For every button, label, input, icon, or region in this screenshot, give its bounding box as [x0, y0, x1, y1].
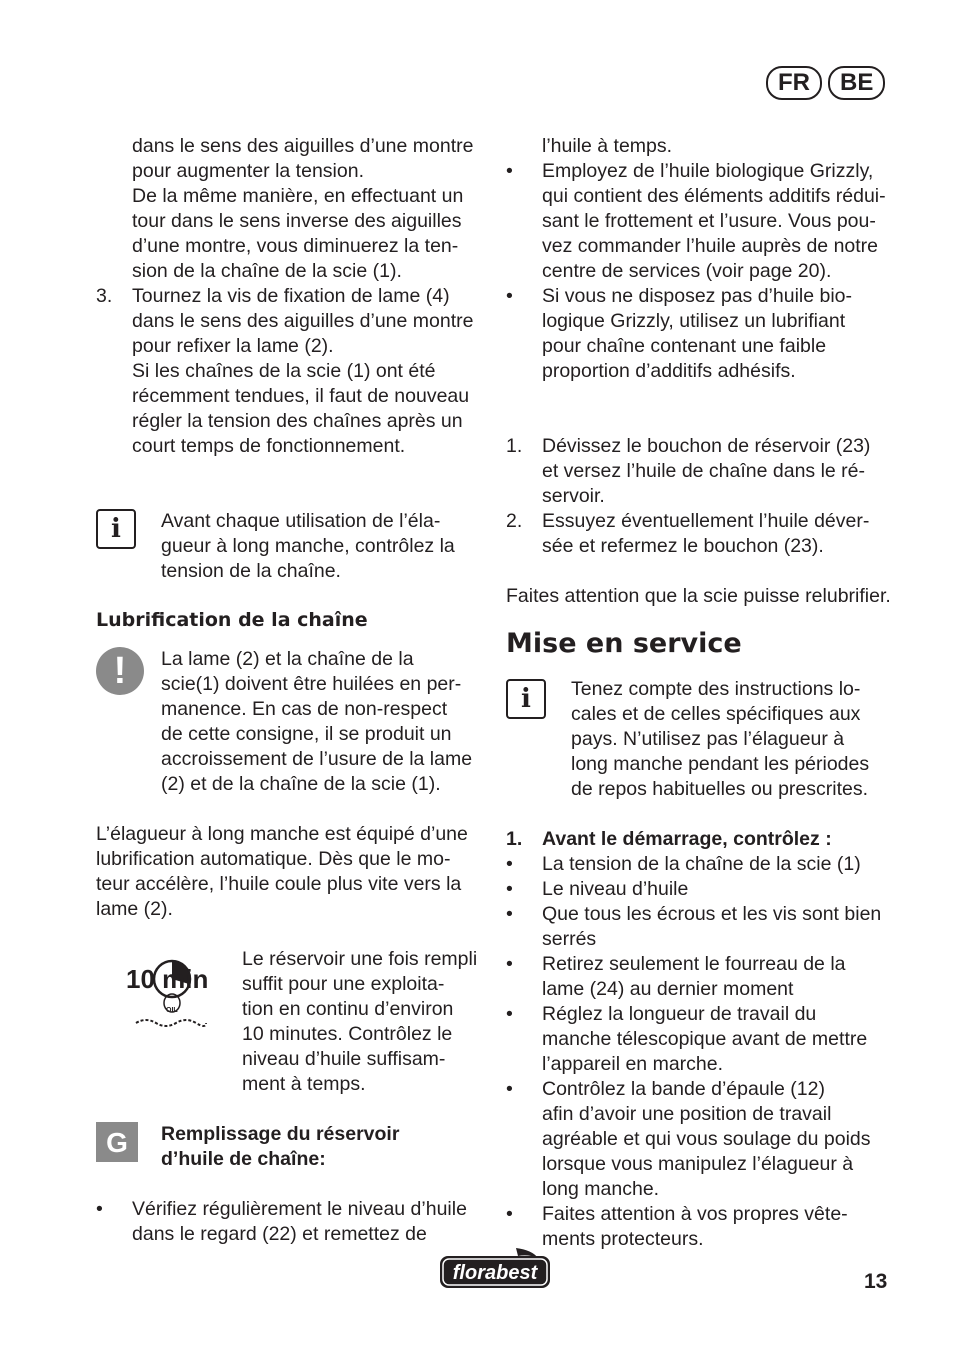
text-line: serrés — [542, 928, 597, 950]
text-line: scie(1) doivent être huilées en per- — [161, 673, 462, 695]
page-number: 13 — [864, 1270, 888, 1293]
text-line: de repos habituelles ou prescrites. — [571, 778, 869, 800]
bullet-item: • Vérifiez régulièrement le niveau d’huile dans le regard (22) et remettez de — [96, 1197, 486, 1247]
text-line: centre de services (voir page 20). — [542, 260, 832, 282]
step-number: 1. — [506, 435, 523, 457]
paragraph-auto-lubrication — [96, 822, 486, 922]
text-line: Vérifiez régulièrement le niveau d’huile — [132, 1198, 467, 1220]
bullet-item: • Employez de l’huile biologique Grizzly, qui contient des éléments additifs rédui- sant le frottement et l’usure. Vous pou- vez commander l’huile auprès de notre centre de services (voir page 20). — [506, 159, 896, 284]
text-line: et versez l’huile de chaîne dans le ré- — [542, 460, 866, 482]
text-line: tour dans le sens inverse des aiguilles — [132, 210, 462, 232]
figure-g-heading — [96, 1122, 486, 1172]
text-line: (2) et de la chaîne de la scie (1). — [161, 773, 441, 795]
text-line: Avant chaque utilisation de l’éla- — [161, 510, 441, 532]
text-line: manence. En cas de non-respect — [161, 698, 448, 720]
text-line: l’appareil en marche. — [542, 1053, 724, 1075]
text-line: Retirez seulement le fourreau de la — [542, 953, 846, 975]
check-item: • Contrôlez la bande d’épaule (12) afin d’avoir une position de travail agréable et qui vous soulage du poids lorsque vous manipulez l’élagueur à long manche. — [506, 1077, 896, 1202]
text-line: sion de la chaîne de la scie (1). — [132, 260, 402, 282]
text-line: accroissement de l’usure de la lame — [161, 748, 473, 770]
step-number: 1. — [506, 828, 523, 850]
text-line: pour augmenter la tension. — [132, 160, 364, 182]
text-line: agréable et qui vous soulage du poids — [542, 1128, 871, 1150]
text-line: cales et de celles spécifiques aux — [571, 703, 861, 725]
text-line: niveau d’huile suffisam- — [242, 1048, 446, 1070]
text-line: l’huile à temps. — [542, 135, 673, 157]
text-line: court temps de fonctionnement. — [132, 435, 406, 457]
info-note-chain-tension — [96, 509, 486, 584]
text-line: Employez de l’huile biologique Grizzly, — [542, 160, 874, 182]
text-line: Remplissage du réservoir — [161, 1123, 400, 1145]
left-column — [96, 134, 486, 1247]
lang-badge-fr: FR — [766, 66, 822, 100]
timer-note — [96, 947, 486, 1097]
text-line: vez commander l’huile auprès de notre — [542, 235, 879, 257]
text-line: afin d’avoir une position de travail — [542, 1103, 832, 1125]
text-line: pour refixer la lame (2). — [132, 335, 334, 357]
step-number: 3. — [96, 285, 113, 307]
text-line: ment à temps. — [242, 1073, 366, 1095]
florabest-logo — [438, 1246, 552, 1295]
text-line: ments protecteurs. — [542, 1228, 704, 1250]
text-line: pour chaîne contenant une faible — [542, 335, 827, 357]
text-line: Tournez la vis de fixation de lame (4) — [132, 285, 450, 307]
text-line: proportion d’additifs adhésifs. — [542, 360, 796, 382]
text-line: Contrôlez la bande d’épaule (12) — [542, 1078, 825, 1100]
info-icon: i — [96, 509, 136, 549]
text-line: Le réservoir une fois rempli — [242, 948, 478, 970]
logo-text: florabest — [452, 1262, 538, 1284]
info-icon: i — [506, 679, 546, 719]
text-line: de cette consigne, il se produit un — [161, 723, 452, 745]
check-item: • La tension de la chaîne de la scie (1) — [506, 852, 896, 877]
text-line: pays. N’utilisez pas l’élagueur à — [571, 728, 845, 750]
oil-timer-icon — [96, 947, 242, 1047]
step-3 — [96, 284, 486, 459]
step-1 — [506, 434, 896, 509]
oil-label: OIL — [166, 1007, 178, 1014]
section-title-commissioning: Mise en service — [506, 628, 742, 659]
text-line: long manche pendant les périodes — [571, 753, 870, 775]
text-line: La tension de la chaîne de la scie (1) — [542, 853, 861, 875]
text-line: tension de la chaîne. — [161, 560, 341, 582]
check-item: • Que tous les écrous et les vis sont bien serrés — [506, 902, 896, 952]
text-line: Si vous ne disposez pas d’huile bio- — [542, 285, 853, 307]
text-line: Si les chaînes de la scie (1) ont été — [132, 360, 436, 382]
text-line: Réglez la longueur de travail du — [542, 1003, 817, 1025]
text-line: qui contient des éléments additifs rédui- — [542, 185, 886, 207]
right-column — [506, 134, 896, 1252]
text-line: lorsque vous manipulez l’élagueur à — [542, 1153, 854, 1175]
text-line: gueur à long manche, contrôlez la — [161, 535, 455, 557]
text-line: sée et refermez le bouchon (23). — [542, 535, 824, 557]
check-item: • Retirez seulement le fourreau de la lame (24) au dernier moment — [506, 952, 896, 1002]
text-line: logique Grizzly, utilisez un lubrifiant — [542, 310, 846, 332]
text-line: lubrification automatique. Dès que le mo- — [96, 848, 451, 870]
warning-icon: ! — [96, 647, 144, 695]
text-line: lame (2). — [96, 898, 173, 920]
bullet-item: • Si vous ne disposez pas d’huile bio- logique Grizzly, utilisez un lubrifiant pour chaîne contenant une faible proportion d’additifs adhésifs. — [506, 284, 896, 384]
checklist-title: Avant le démarrage, contrôlez : — [542, 828, 832, 850]
attention-text: Faites attention que la scie puisse relubrifier. — [506, 585, 891, 607]
check-item: • Faites attention à vos propres vête- ments protecteurs. — [506, 1202, 896, 1252]
step-number: 2. — [506, 510, 523, 532]
text-line: dans le sens des aiguilles d’une montre — [132, 310, 474, 332]
text-line: régler la tension des chaînes après un — [132, 410, 463, 432]
lang-badge-be: BE — [828, 66, 885, 100]
text-line: L’élagueur à long manche est équipé d’une — [96, 823, 468, 845]
text-line: Faites attention à vos propres vête- — [542, 1203, 848, 1225]
step-continuation — [96, 134, 486, 284]
text-line: dans le sens des aiguilles d’une montre — [132, 135, 474, 157]
checklist-heading — [506, 827, 896, 852]
text-line: suffit pour une exploita- — [242, 973, 445, 995]
text-line: d’une montre, vous diminuerez la ten- — [132, 235, 459, 257]
text-line: Le niveau d’huile — [542, 878, 689, 900]
text-line: long manche. — [542, 1178, 660, 1200]
text-line: Que tous les écrous et les vis sont bien — [542, 903, 882, 925]
step-2 — [506, 509, 896, 559]
warning-note — [96, 647, 486, 797]
check-item: • Le niveau d’huile — [506, 877, 896, 902]
text-line: La lame (2) et la chaîne de la — [161, 648, 414, 670]
text-line: Tenez compte des instructions lo- — [571, 678, 861, 700]
text-line: sant le frottement et l’usure. Vous pou- — [542, 210, 876, 232]
timer-label: 10 min — [126, 964, 209, 994]
text-line: récemment tendues, il faut de nouveau — [132, 385, 470, 407]
text-line: servoir. — [542, 485, 605, 507]
text-line: Essuyez éventuellement l’huile déver- — [542, 510, 870, 532]
text-line: 10 minutes. Contrôlez le — [242, 1023, 453, 1045]
text-line: lame (24) au dernier moment — [542, 978, 794, 1000]
text-line: manche télescopique avant de mettre — [542, 1028, 868, 1050]
text-line: dans le regard (22) et remettez de — [132, 1223, 427, 1245]
text-line: d’huile de chaîne: — [161, 1148, 326, 1170]
language-badges — [766, 66, 885, 100]
figure-g-icon: G — [96, 1122, 138, 1162]
text-line: tion en continu d’environ — [242, 998, 454, 1020]
info-note-regulations — [506, 677, 896, 802]
text-line: Dévissez le bouchon de réservoir (23) — [542, 435, 871, 457]
section-heading-lubrication: Lubrification de la chaîne — [96, 609, 368, 631]
text-line: De la même manière, en effectuant un — [132, 185, 464, 207]
check-item: • Réglez la longueur de travail du manche télescopique avant de mettre l’appareil en marche. — [506, 1002, 896, 1077]
text-line: teur accélère, l’huile coule plus vite vers la — [96, 873, 462, 895]
